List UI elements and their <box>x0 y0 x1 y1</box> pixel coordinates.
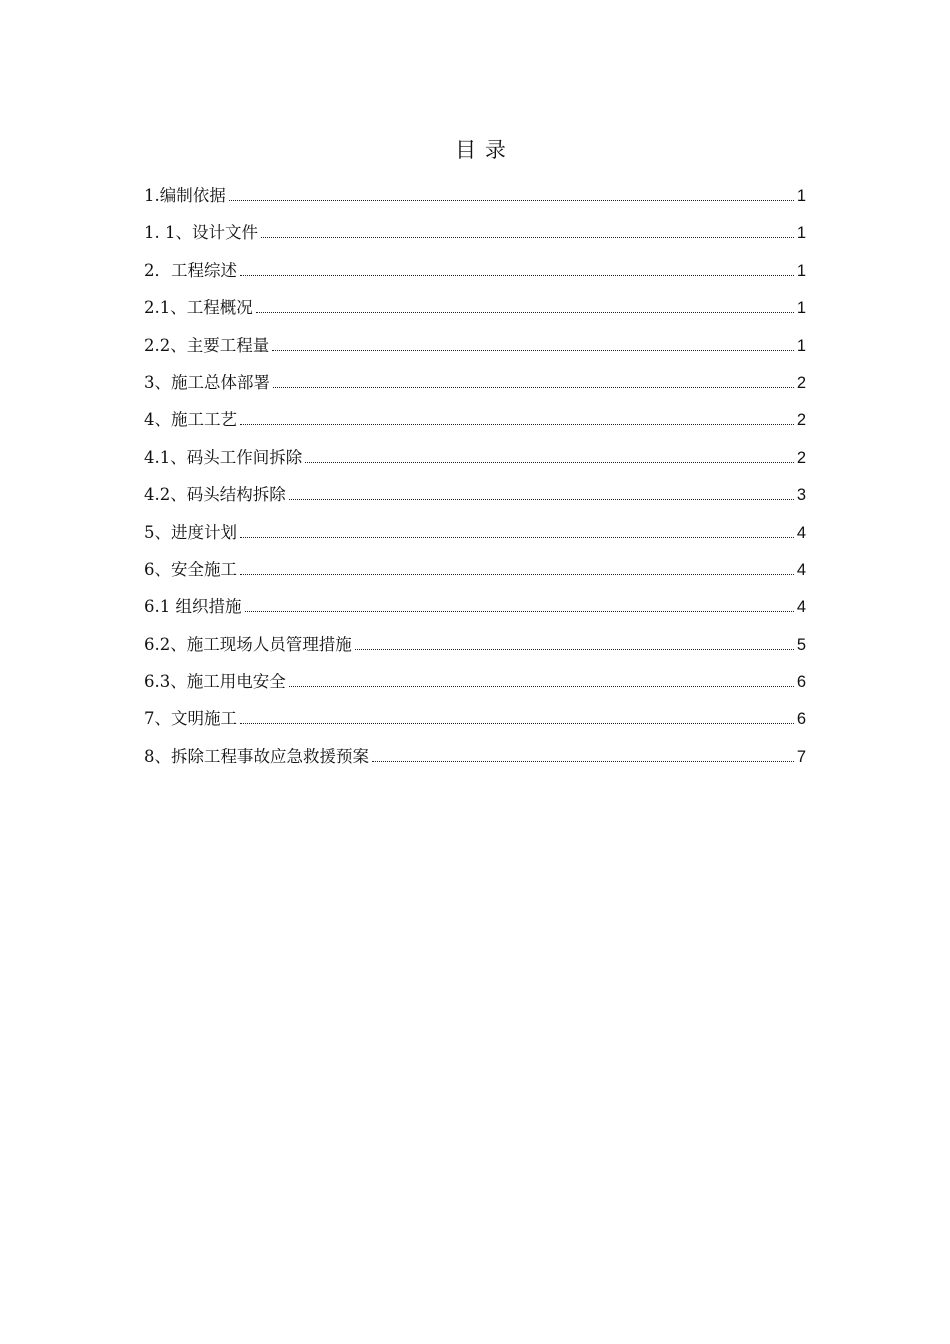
toc-leader-dots <box>261 237 794 238</box>
toc-entry-page: 2 <box>796 373 806 392</box>
toc-entry <box>144 738 806 775</box>
toc-entry-page: 6 <box>796 673 806 692</box>
toc-entry <box>144 663 806 700</box>
toc-leader-dots <box>355 649 794 650</box>
toc-entry <box>144 439 806 476</box>
toc-entry-text: 3、施工总体部署 <box>144 372 270 392</box>
toc-leader-dots <box>240 723 794 724</box>
toc-entry <box>144 700 806 737</box>
toc-entry-page: 2 <box>796 411 806 430</box>
toc-entry <box>144 514 806 551</box>
toc-entry-text: 2.2、主要工程量 <box>144 335 270 355</box>
toc-leader-dots <box>289 686 794 687</box>
toc-entry-text: 2.1、工程概况 <box>144 298 253 318</box>
toc-entry <box>144 289 806 326</box>
toc-entry-text: 5、进度计划 <box>144 522 237 542</box>
toc-entry-page: 2 <box>796 448 806 467</box>
toc-entry <box>144 626 806 663</box>
toc-leader-dots <box>273 387 794 388</box>
toc-leader-dots <box>289 499 794 500</box>
toc-entry-text: 1.编制依据 <box>144 186 226 205</box>
toc-entry-page: 1 <box>796 336 806 355</box>
toc-entry-text: 4.2、码头结构拆除 <box>144 485 286 505</box>
toc-leader-dots <box>305 462 794 463</box>
toc-entry-page: 5 <box>796 635 806 654</box>
toc-entry <box>144 588 806 625</box>
toc-entry-text: 6.2、施工现场人员管理措施 <box>144 634 352 654</box>
toc-entry <box>144 364 806 401</box>
toc-leader-dots <box>372 761 794 762</box>
toc-entry <box>144 401 806 438</box>
toc-entry-text: 7、文明施工 <box>144 709 237 729</box>
toc-entry <box>144 327 806 364</box>
toc-entry-page: 6 <box>796 710 806 729</box>
toc-entry-text: 4.1、码头工作间拆除 <box>144 447 303 467</box>
toc-entry-text: 1. 1、设计文件 <box>144 223 258 243</box>
toc-entry-text: 2．工程综述 <box>144 260 237 280</box>
toc-leader-dots <box>272 350 794 351</box>
toc-entry-page: 4 <box>796 523 806 542</box>
toc-leader-dots <box>240 275 794 276</box>
toc-entry-page: 1 <box>796 224 806 243</box>
toc-leader-dots <box>245 611 794 612</box>
toc-entry-text: 4、施工工艺 <box>144 410 237 430</box>
toc-leader-dots <box>256 312 794 313</box>
toc-entry <box>144 252 806 289</box>
toc-entry <box>144 214 806 251</box>
toc-entry <box>144 177 806 214</box>
toc-leader-dots <box>229 200 794 201</box>
toc-entry <box>144 476 806 513</box>
toc-entry-text: 8、拆除工程事故应急救援预案 <box>144 746 369 766</box>
toc-entry-text: 6.3、施工用电安全 <box>144 672 286 692</box>
toc-entry-page: 4 <box>796 560 806 579</box>
toc-entry <box>144 551 806 588</box>
toc-title: 目 录 <box>455 138 507 162</box>
toc-entry-page: 1 <box>796 261 806 280</box>
toc-entry-page: 1 <box>796 299 806 318</box>
toc-entry-text: 6.1 组织措施 <box>144 597 242 617</box>
toc-leader-dots <box>240 574 794 575</box>
toc-entry-page: 3 <box>796 486 806 505</box>
toc-leader-dots <box>240 424 794 425</box>
toc-entry-text: 6、安全施工 <box>144 559 237 579</box>
toc-entry-page: 1 <box>796 187 806 205</box>
toc-leader-dots <box>240 537 794 538</box>
toc-entry-page: 7 <box>796 747 806 766</box>
toc-entry-page: 4 <box>796 598 806 617</box>
table-of-contents <box>144 177 806 775</box>
